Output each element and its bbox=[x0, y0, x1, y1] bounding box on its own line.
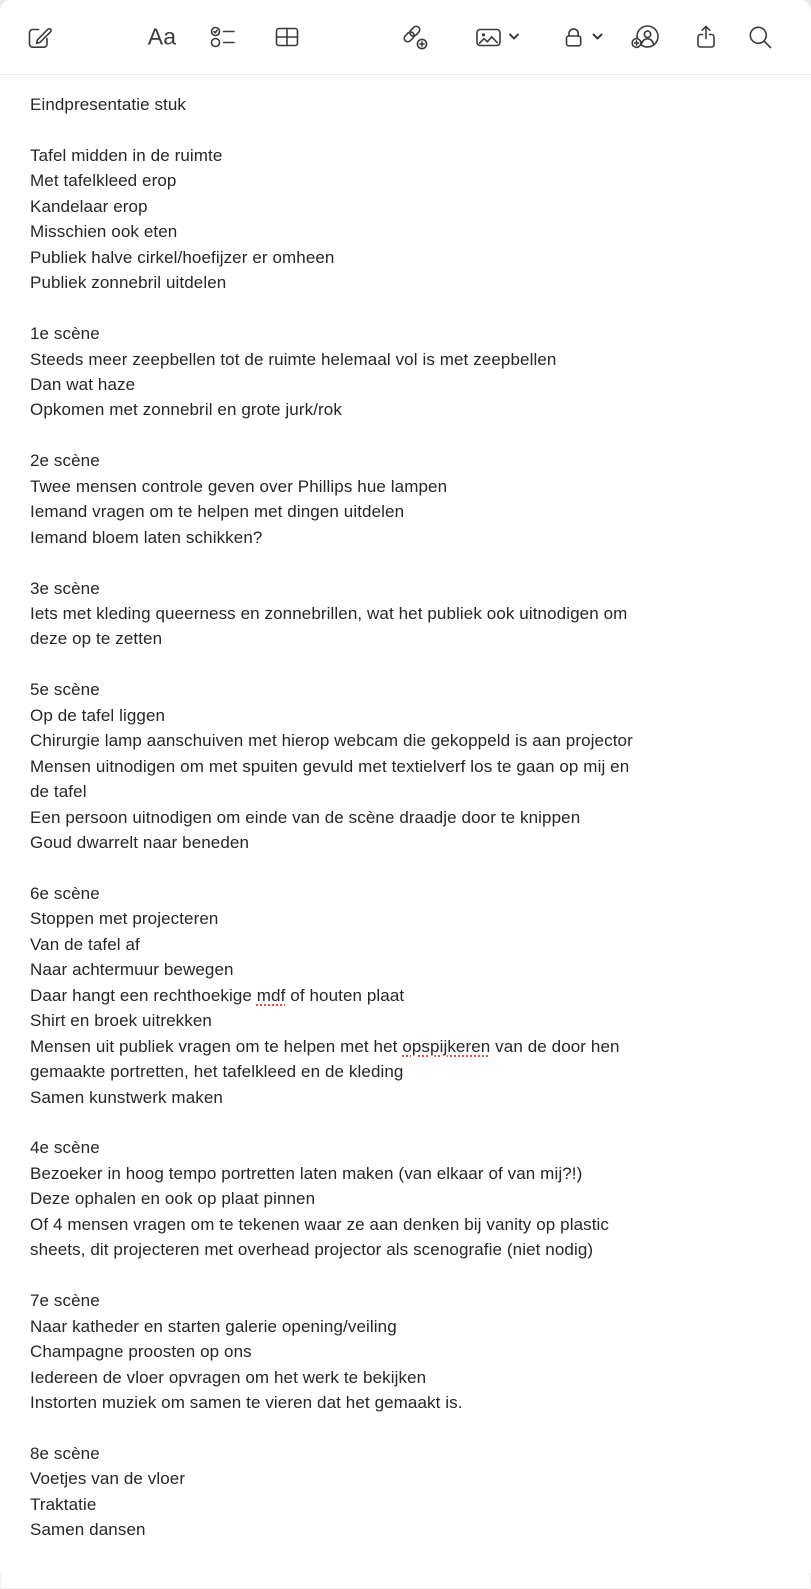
note-line: Naar achtermuur bewegen bbox=[30, 960, 234, 980]
search-icon bbox=[746, 23, 774, 51]
note-line bbox=[30, 117, 781, 142]
note-line bbox=[30, 1263, 781, 1288]
note-line: Misschien ook eten bbox=[30, 222, 178, 242]
note-line: Samen dansen bbox=[30, 1520, 146, 1540]
note-line: Mensen uit publiek vragen om te helpen met het opspijkeren van de door hen bbox=[30, 1036, 620, 1056]
note-line: sheets, dit projecteren met overhead projector als scenografie (niet nodig) bbox=[30, 1240, 594, 1260]
note-line bbox=[30, 856, 781, 881]
note-line: Opkomen met zonnebril en grote jurk/rok bbox=[30, 400, 342, 420]
note-line: Goud dwarrelt naar beneden bbox=[30, 833, 250, 853]
note-line: Iemand bloem laten schikken? bbox=[30, 527, 263, 547]
share-icon bbox=[693, 23, 719, 51]
note-line: 5e scène bbox=[30, 680, 100, 700]
note-line: Iedereen de vloer opvragen om het werk te bekijken bbox=[30, 1367, 427, 1387]
checklist-button[interactable] bbox=[209, 23, 237, 51]
note-line: Op de tafel liggen bbox=[30, 705, 166, 725]
note-line: Of 4 mensen vragen om te tekenen waar ze aan denken bij vanity op plastic bbox=[30, 1214, 610, 1234]
note-line: 3e scène bbox=[30, 578, 100, 598]
table-button[interactable] bbox=[273, 23, 301, 51]
note-line: Steeds meer zeepbellen tot de ruimte helemaal vol is met zeepbellen bbox=[30, 349, 557, 369]
note-line: 8e scène bbox=[30, 1443, 100, 1463]
chevron-down-icon[interactable] bbox=[592, 33, 603, 41]
search-button[interactable] bbox=[746, 23, 774, 51]
note-line: gemaakte portretten, het tafelkleed en de kleding bbox=[30, 1062, 404, 1082]
note-line: Twee mensen controle geven over Phillips hue lampen bbox=[30, 476, 448, 496]
note-line bbox=[30, 1110, 781, 1135]
note-line: Tafel midden in de ruimte bbox=[30, 145, 223, 165]
note-line: Traktatie bbox=[30, 1494, 97, 1514]
checklist-icon bbox=[209, 23, 237, 51]
share-button[interactable] bbox=[693, 23, 719, 51]
note-line: Deze ophalen en ook op plaat pinnen bbox=[30, 1189, 316, 1209]
note-line: de tafel bbox=[30, 782, 87, 802]
note-line bbox=[30, 423, 781, 448]
media-icon bbox=[475, 23, 503, 51]
note-line: Instorten muziek om samen te vieren dat het gemaakt is. bbox=[30, 1392, 463, 1412]
note-line: Chirurgie lamp aanschuiven met hierop webcam die gekoppeld is aan projector bbox=[30, 731, 633, 751]
note-line: 7e scène bbox=[30, 1291, 100, 1311]
note-line: Naar katheder en starten galerie opening/veiling bbox=[30, 1316, 397, 1336]
note-line: 6e scène bbox=[30, 883, 100, 903]
note-line: Champagne proosten op ons bbox=[30, 1342, 252, 1362]
note-line: Een persoon uitnodigen om einde van de scène draadje door te knippen bbox=[30, 807, 581, 827]
note-line: Daar hangt een rechthoekige mdf of houten plaat bbox=[30, 985, 405, 1005]
toolbar bbox=[0, 0, 811, 75]
media-button[interactable] bbox=[475, 23, 520, 51]
add-link-button[interactable] bbox=[399, 23, 429, 51]
chevron-down-icon[interactable] bbox=[509, 33, 520, 41]
note-line bbox=[30, 296, 781, 321]
note-line: Voetjes van de vloer bbox=[30, 1469, 186, 1489]
format-icon: Aa bbox=[147, 23, 177, 50]
note-line bbox=[30, 652, 781, 677]
add-people-icon bbox=[632, 22, 663, 52]
note-line: 2e scène bbox=[30, 451, 100, 471]
note-line bbox=[30, 550, 781, 575]
note-line: Met tafelkleed erop bbox=[30, 171, 177, 191]
note-line: Van de tafel af bbox=[30, 934, 140, 954]
note-line: deze op te zetten bbox=[30, 629, 163, 649]
note-line: Stoppen met projecteren bbox=[30, 909, 219, 929]
note-line: 1e scène bbox=[30, 324, 100, 344]
note-line: Mensen uitnodigen om met spuiten gevuld met textielverf los te gaan op mij en bbox=[30, 756, 630, 776]
note-line: Samen kunstwerk maken bbox=[30, 1087, 223, 1107]
note-line: Publiek zonnebril uitdelen bbox=[30, 273, 227, 293]
note-content[interactable] bbox=[0, 75, 811, 1573]
note-lines bbox=[30, 92, 781, 1543]
note-line: Shirt en broek uitrekken bbox=[30, 1011, 212, 1031]
note-line: Iemand vragen om te helpen met dingen uitdelen bbox=[30, 502, 405, 522]
note-line: Dan wat haze bbox=[30, 374, 136, 394]
format-button[interactable] bbox=[147, 23, 177, 50]
note-line: 4e scène bbox=[30, 1138, 100, 1158]
misspelled-word: mdf bbox=[256, 985, 286, 1005]
note-line: Kandelaar erop bbox=[30, 196, 148, 216]
misspelled-word: opspijkeren bbox=[402, 1036, 491, 1056]
lock-button[interactable] bbox=[561, 23, 603, 51]
note-line: Bezoeker in hoog tempo portretten laten maken (van elkaar of van mij?!) bbox=[30, 1163, 583, 1183]
add-link-icon bbox=[399, 23, 429, 51]
lock-icon bbox=[561, 23, 586, 51]
table-icon bbox=[273, 23, 301, 51]
compose-button[interactable] bbox=[26, 23, 54, 51]
note-title: Eindpresentatie stuk bbox=[30, 95, 187, 114]
add-people-button[interactable] bbox=[632, 22, 663, 52]
note-line bbox=[30, 1415, 781, 1440]
compose-icon bbox=[26, 23, 54, 51]
note-line: Publiek halve cirkel/hoefijzer er omheen bbox=[30, 247, 335, 267]
note-line: Iets met kleding queerness en zonnebrillen, wat het publiek ook uitnodigen om bbox=[30, 604, 628, 623]
